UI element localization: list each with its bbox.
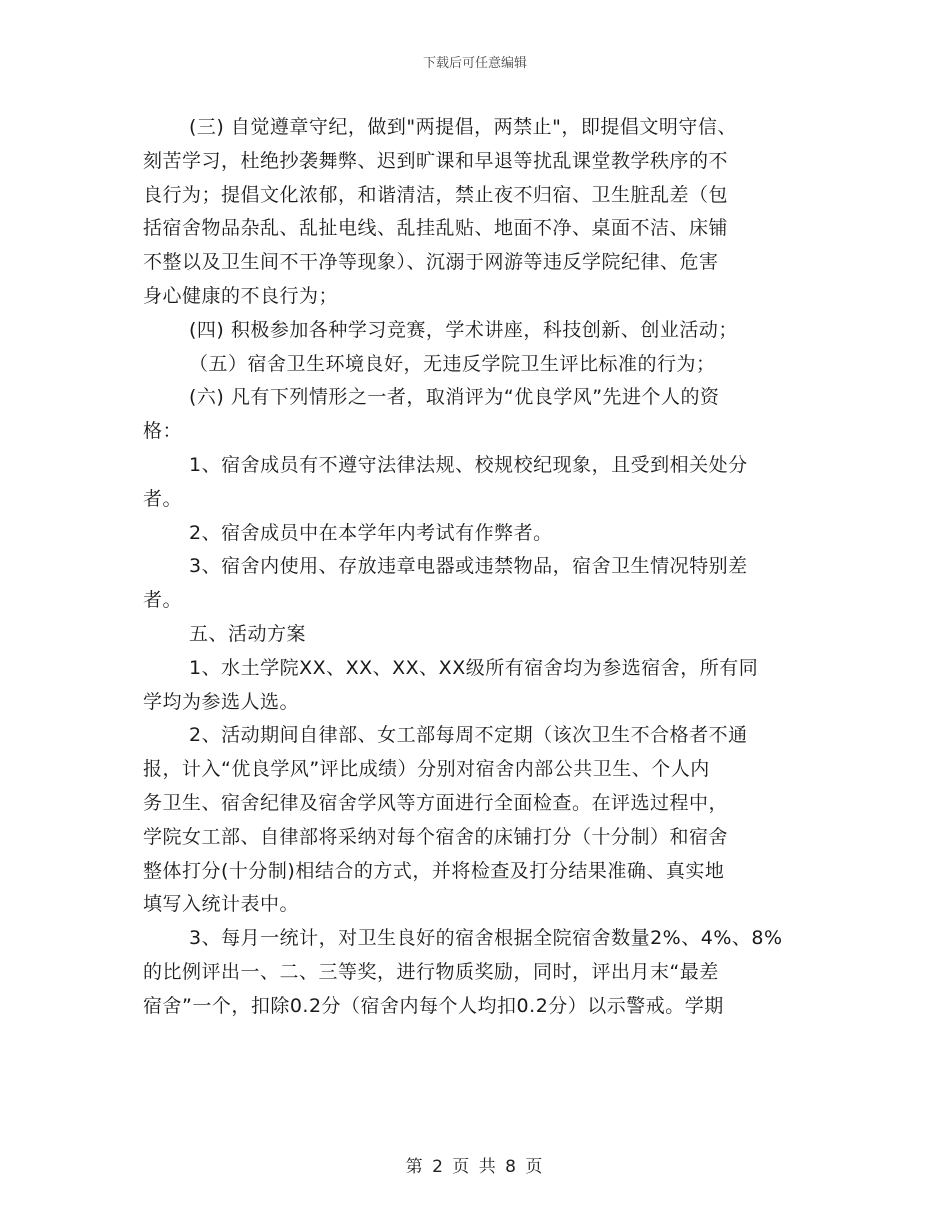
text-line: 填写入统计表中。 bbox=[143, 893, 300, 916]
text-line: 格： bbox=[143, 420, 183, 443]
text-line: 1、宿舍成员有不遵守法律法规、校规校纪现象，且受到相关处分 bbox=[189, 453, 748, 476]
text-line: 学均为参选人选。 bbox=[143, 690, 300, 713]
text-line: 的比例评出一、二、三等奖，进行物质奖励，同时，评出月末“最差 bbox=[143, 960, 719, 983]
text-line: 良行为；提倡文化浓郁，和谐清洁，禁止夜不归宿、卫生脏乱差（包 bbox=[143, 183, 729, 206]
text-line: 不整以及卫生间不干净等现象）、沉溺于网游等违反学院纪律、危害 bbox=[143, 251, 719, 274]
text-line: 报，计入“优良学风”评比成绩）分别对宿舍内部公共卫生、个人内 bbox=[143, 758, 710, 781]
text-line: 身心健康的不良行为； bbox=[143, 284, 339, 307]
text-line: (六) 凡有下列情形之一者，取消评为“优良学风”先进个人的资 bbox=[189, 386, 720, 409]
text-line: 整体打分(十分制)相结合的方式，并将检查及打分结果准确、真实地 bbox=[143, 859, 725, 882]
document-body bbox=[143, 111, 815, 1024]
text-line: 五、活动方案 bbox=[189, 622, 307, 645]
text-line: 学院女工部、自律部将采纳对每个宿舍的床铺打分（十分制）和宿舍 bbox=[143, 825, 729, 848]
text-line: 3、宿舍内使用、存放违章电器或违禁物品，宿舍卫生情况特别差 bbox=[189, 555, 748, 578]
page-footer: 第 2 页 共 8 页 bbox=[405, 1157, 545, 1177]
text-line: （五）宿舍卫生环境良好，无违反学院卫生评比标准的行为； bbox=[189, 352, 716, 375]
text-line: 者。 bbox=[143, 589, 183, 612]
text-line: 2、活动期间自律部、女工部每周不定期（该次卫生不合格者不通 bbox=[189, 724, 748, 747]
text-line: 刻苦学习，杜绝抄袭舞弊、迟到旷课和早退等扰乱课堂教学秩序的不 bbox=[143, 149, 729, 172]
text-line: 3、每月一统计，对卫生良好的宿舍根据全院宿舍数量2%、4%、8% bbox=[189, 927, 783, 950]
text-line: 者。 bbox=[143, 487, 183, 510]
text-line: 宿舍”一个，扣除0.2分（宿舍内每个人均扣0.2分）以示警戒。学期 bbox=[143, 994, 724, 1017]
page-header: 下载后可任意编辑 bbox=[422, 56, 527, 71]
text-line: (四) 积极参加各种学习竞赛，学术讲座，科技创新、创业活动； bbox=[189, 318, 738, 341]
text-line: 务卫生、宿舍纪律及宿舍学风等方面进行全面检查。在评选过程中， bbox=[143, 791, 729, 814]
text-line: 括宿舍物品杂乱、乱扯电线、乱挂乱贴、地面不净、桌面不洁、床铺 bbox=[143, 217, 729, 240]
text-line: 1、水土学院XX、XX、XX、XX级所有宿舍均为参选宿舍，所有同 bbox=[189, 656, 759, 679]
text-line: (三) 自觉遵章守纪，做到"两提倡，两禁止"，即提倡文明守信、 bbox=[189, 116, 737, 138]
text-line: 2、宿舍成员中在本学年内考试有作弊者。 bbox=[189, 521, 553, 544]
